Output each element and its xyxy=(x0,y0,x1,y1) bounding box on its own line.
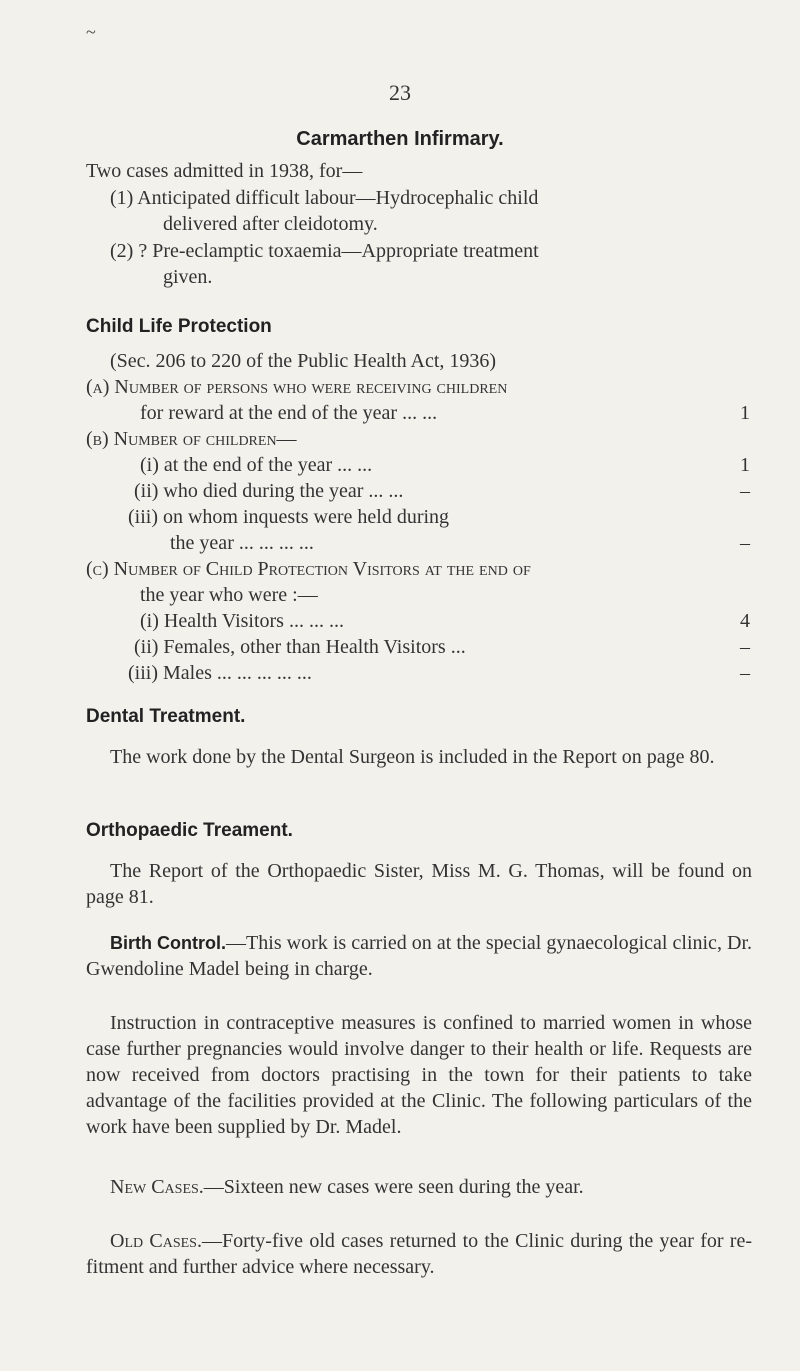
case-1-line-2: delivered after cleidotomy. xyxy=(163,213,378,235)
new-cases-paragraph xyxy=(86,1174,752,1200)
corner-mark: ~ xyxy=(86,22,96,42)
child-life-sec: (Sec. 206 to 220 of the Public Health Act, 1936) xyxy=(110,350,497,372)
carmarthen-heading: Carmarthen Infirmary. xyxy=(296,128,504,150)
child-life-heading: Child Life Protection xyxy=(86,316,272,337)
item-b-i: (i) at the end of the year ... ... xyxy=(140,454,373,476)
birth-control-lead: Birth Control. xyxy=(110,933,227,953)
item-c-iii: (iii) Males ... ... ... ... ... xyxy=(128,662,312,684)
instruction-paragraph: Instruction in contraceptive measures is confined to married women in whose case further pregnancies would involve danger to their health or life. Requests are now received from doctors practising in the town for their patients to take advantage of the facilities provided at the Clinic. The following particulars of the work have been supplied by Dr. Madel. xyxy=(86,1012,752,1138)
new-cases-lead: New Cases. xyxy=(110,1176,204,1198)
dental-text: The work done by the Dental Surgeon is included in the Report on page 80. xyxy=(110,746,715,768)
item-b-iii-value: – xyxy=(740,532,750,554)
birth-control-text: —This work is carried on at the special gynaecological clinic, Dr. Gwendoline Madel being in charge. xyxy=(86,932,752,980)
item-a-value: 1 xyxy=(740,402,750,424)
old-cases-paragraph xyxy=(86,1228,752,1280)
item-b-iii-line-2: the year ... ... ... ... xyxy=(170,532,314,554)
old-cases-text: —Forty-five old cases returned to the Clinic during the year for re-fitment and further advice where necessary. xyxy=(86,1230,752,1278)
item-c-line-2: the year who were :— xyxy=(140,584,318,606)
carmarthen-intro: Two cases admitted in 1938, for— xyxy=(86,160,363,182)
item-c-i: (i) Health Visitors ... ... ... xyxy=(140,610,344,632)
item-c-line-1: (c) Number of Child Protection Visitors at the end of xyxy=(86,558,531,580)
birth-control-paragraph xyxy=(86,930,752,982)
case-2-line-1: (2) ? Pre-eclamptic toxaemia—Appropriate treatment xyxy=(110,240,539,262)
orthopaedic-text: The Report of the Orthopaedic Sister, Miss M. G. Thomas, will be found on page 81. xyxy=(86,860,752,908)
item-a-line-1: (a) Number of persons who were receiving children xyxy=(86,376,508,398)
item-a-line-2: for reward at the end of the year ... ... xyxy=(140,402,438,424)
orthopaedic-heading: Orthopaedic Treament. xyxy=(86,820,293,841)
case-2-line-2: given. xyxy=(163,266,213,288)
old-cases-lead: Old Cases. xyxy=(110,1230,202,1252)
item-b-i-value: 1 xyxy=(740,454,750,476)
item-c-iii-value: – xyxy=(740,662,750,684)
item-c-ii-value: – xyxy=(740,636,750,658)
item-b-ii-value: – xyxy=(740,480,750,502)
case-1-line-1: (1) Anticipated difficult labour—Hydrocephalic child xyxy=(110,187,539,209)
item-c-ii: (ii) Females, other than Health Visitors ... xyxy=(134,636,466,658)
new-cases-text: —Sixteen new cases were seen during the year. xyxy=(203,1176,584,1198)
item-b-ii: (ii) who died during the year ... ... xyxy=(134,480,404,502)
item-c-i-value: 4 xyxy=(740,610,750,632)
dental-heading: Dental Treatment. xyxy=(86,706,246,727)
item-b-line: (b) Number of children— xyxy=(86,428,297,450)
page-number: 23 xyxy=(389,80,411,105)
item-b-iii-line-1: (iii) on whom inquests were held during xyxy=(128,506,450,528)
